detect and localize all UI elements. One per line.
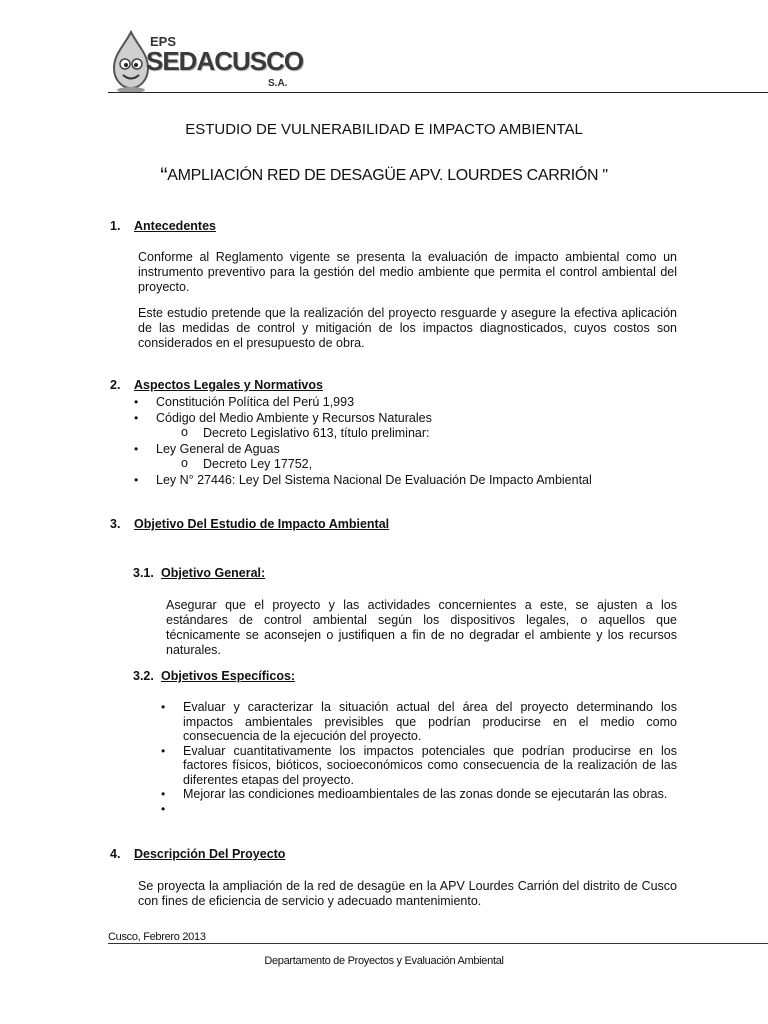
legal-list <box>134 395 676 488</box>
logo-sa-text: S.A. <box>268 78 288 89</box>
footer-divider <box>108 943 768 944</box>
list-item-text: Evaluar cuantitativamente los impactos potenciales que podrían producirse en los factores físicos, bióticos, socioeconómicos como consecuencia de la realización de las diferentes etapas del proyecto. <box>183 743 677 787</box>
bullet-icon: • <box>134 410 139 425</box>
sub-list-item <box>181 456 676 473</box>
footer-date: Cusco, Febrero 2013 <box>108 931 206 943</box>
bullet-icon: • <box>161 743 166 758</box>
list-item-empty <box>161 801 677 817</box>
section-1-heading <box>110 219 216 233</box>
bullet-icon: • <box>161 700 166 714</box>
sub-list-item <box>181 425 676 442</box>
list-item-text: Ley N° 27446: Ley Del Sistema Nacional De Evaluación De Impacto Ambiental <box>156 472 592 487</box>
document-title: ESTUDIO DE VULNERABILIDAD E IMPACTO AMBIENTAL <box>185 121 583 138</box>
subsection-label: Objetivos Específicos: <box>161 669 296 683</box>
antecedentes-paragraph-2: Este estudio pretende que la realización del proyecto resguarde y asegure la efectiva aplicación de las medidas de control y mitigación de los impactos diagnosticados, cuyos costos son considerados en el presupuesto de obra. <box>138 306 677 350</box>
project-title-quote: “ <box>160 163 168 188</box>
section-label: Aspectos Legales y Normativos <box>134 378 323 392</box>
sub-list-item-text: Decreto Ley 17752, <box>203 457 313 471</box>
header-divider <box>108 92 768 93</box>
section-number: 1. <box>110 219 121 233</box>
list-item <box>134 472 676 489</box>
list-item-text: Constitución Política del Perú 1,993 <box>156 395 355 409</box>
list-item <box>161 787 677 802</box>
section-label: Objetivo Del Estudio de Impacto Ambiental <box>134 517 390 531</box>
project-title <box>0 163 768 189</box>
sub-list-item-text: Decreto Legislativo 613, título preliminar: <box>203 426 430 440</box>
list-item <box>161 743 677 788</box>
list-item <box>134 441 676 458</box>
list-item-text: Código del Medio Ambiente y Recursos Naturales <box>156 410 432 425</box>
list-item <box>134 410 676 427</box>
section-4-heading <box>110 847 285 861</box>
section-3-heading <box>110 517 389 531</box>
list-item-text: Evaluar y caracterizar la situación actual del área del proyecto determinando los impactos ambientales previsibles que podrían producirse en el medio como consecuencia de la ejecución del proyecto. <box>183 700 677 743</box>
list-item <box>161 700 677 744</box>
section-number: 4. <box>110 847 121 861</box>
logo-eps-text: EPS <box>150 34 177 49</box>
section-2-heading <box>110 378 323 392</box>
bullet-icon: • <box>161 787 166 801</box>
subsection-number: 3.2. <box>133 669 154 683</box>
section-number: 2. <box>110 378 121 392</box>
project-title-text: AMPLIACIÓN RED DE DESAGÜE APV. LOURDES CARRIÓN " <box>167 167 608 184</box>
descripcion-paragraph: Se proyecta la ampliación de la red de desagüe en la APV Lourdes Carrión del distrito de Cusco con fines de eficiencia de servicio y adecuado mantenimiento. <box>138 879 677 908</box>
section-label: Descripción Del Proyecto <box>134 847 286 861</box>
sub-bullet-icon: o <box>181 456 188 470</box>
bullet-icon: • <box>134 441 139 456</box>
section-number: 3. <box>110 517 121 531</box>
subsection-label: Objetivo General: <box>161 566 266 580</box>
sub-bullet-icon: o <box>181 425 188 439</box>
section-label: Antecedentes <box>134 219 216 233</box>
list-item <box>134 395 676 411</box>
subsection-number: 3.1. <box>133 566 154 580</box>
footer-department: Departamento de Proyectos y Evaluación Ambiental <box>264 955 504 967</box>
objetivo-general-text: Asegurar que el proyecto y las actividades concernientes a este, se ajusten a los estándares de control ambiental según los dispositivos legales, o aquellos que técnicamente se aconsejen o justifiquen a fin de no degradar el ambiente y los recursos naturales. <box>166 598 677 657</box>
list-item-text: Ley General de Aguas <box>156 441 280 456</box>
bullet-icon: • <box>161 801 166 816</box>
subsection-3-1-heading <box>133 566 265 580</box>
list-item-text: Mejorar las condiciones medioambientales de las zonas donde se ejecutarán las obras. <box>183 787 668 801</box>
subsection-3-2-heading <box>133 669 295 683</box>
antecedentes-paragraph-1: Conforme al Reglamento vigente se presenta la evaluación de impacto ambiental como un instrumento preventivo para la gestión del medio ambiente que permita el control ambiental del proyecto. <box>138 250 677 294</box>
bullet-icon: • <box>134 472 139 487</box>
objetivos-especificos-list <box>161 700 677 817</box>
bullet-icon: • <box>134 395 139 409</box>
logo-company-name: SEDACUSCO <box>146 46 304 76</box>
